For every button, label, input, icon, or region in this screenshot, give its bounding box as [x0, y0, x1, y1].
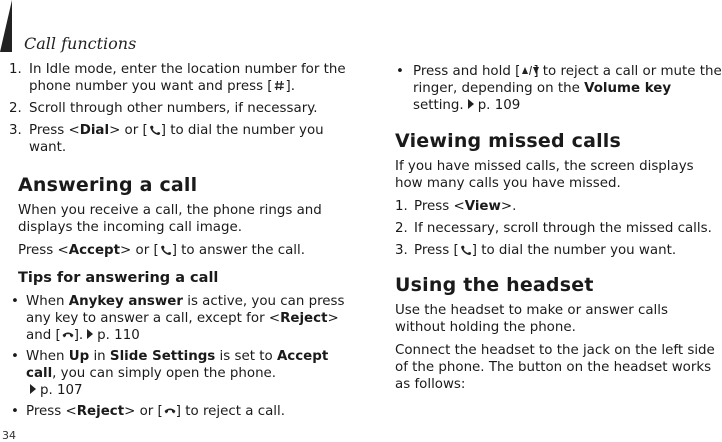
subsection-heading-tips: Tips for answering a call	[18, 270, 219, 286]
dial-key-icon	[159, 243, 172, 256]
list-item: • When Anykey answer is active, you can press any key to answer a call, except for <Reject> and [ ]. p. 110	[11, 294, 345, 343]
headset-paragraph-1: Use the headset to make or answer calls without holding the phone.	[395, 303, 668, 335]
list-item: • When Up in Slide Settings is set to Accept call, you can simply open the phone. p. 107	[11, 349, 329, 398]
list-item: • Press and hold [ ] to reject a call or mute the ringer, depending on the Volume key setting. p. 109	[396, 64, 722, 113]
list-item: • Press <Reject> or [ ] to reject a call.	[11, 404, 285, 419]
missed-calls-paragraph: If you have missed calls, the screen displays how many calls you have missed.	[395, 159, 694, 191]
reference-arrow-icon	[30, 384, 36, 394]
page-number: 34	[2, 429, 16, 442]
list-item: 2. Scroll through other numbers, if necessary.	[9, 101, 318, 116]
tips-list	[0, 293, 360, 420]
list-item: 1. In Idle mode, enter the location number for the phone number you want and press [ ].	[9, 62, 346, 94]
hash-key-icon	[273, 79, 286, 92]
headset-paragraph-2: Connect the headset to the jack on the left side of the phone. The button on the headset works as follows:	[395, 343, 715, 392]
dial-steps-list	[0, 61, 360, 156]
reference-arrow-icon	[468, 99, 474, 109]
volume-key-tip	[393, 63, 722, 114]
left-column	[0, 61, 360, 424]
page-header-title: Call functions	[24, 34, 137, 53]
list-item: 1. Press <View>.	[395, 199, 517, 214]
section-heading-missed-calls: Viewing missed calls	[395, 130, 622, 152]
reference-arrow-icon	[87, 329, 93, 339]
end-key-icon	[61, 328, 74, 341]
header-bar-graphic	[0, 0, 12, 52]
right-column	[393, 63, 722, 393]
volume-key-icon	[520, 64, 533, 77]
accept-instruction: Press <Accept> or [ ] to answer the call.	[18, 243, 305, 258]
list-item: 2. If necessary, scroll through the missed calls.	[395, 221, 712, 236]
dial-key-icon	[148, 123, 161, 136]
list-item: 3. Press [ ] to dial the number you want.	[395, 243, 677, 258]
dial-key-icon	[459, 243, 472, 256]
end-key-icon	[163, 404, 176, 417]
section-heading-answering: Answering a call	[18, 174, 198, 196]
section-heading-headset: Using the headset	[395, 274, 594, 296]
missed-calls-steps	[395, 198, 722, 259]
answering-paragraph: When you receive a call, the phone rings and displays the incoming call image.	[18, 203, 322, 235]
list-item: 3. Press <Dial> or [ ] to dial the number you want.	[9, 123, 324, 155]
